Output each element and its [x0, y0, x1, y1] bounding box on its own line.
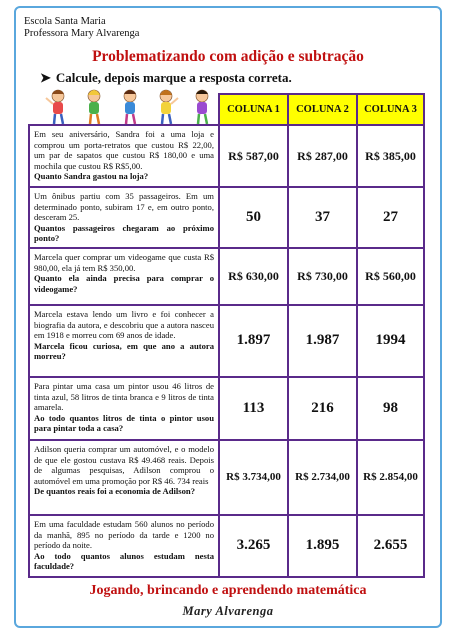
column-header-3: COLUNA 3	[357, 94, 424, 125]
answer-option[interactable]: R$ 385,00	[357, 125, 424, 187]
page-title: Problematizando com adição e subtração	[92, 48, 364, 65]
problem-question: Quanto ela ainda precisa para comprar o videogame?	[34, 273, 214, 294]
problem-cell	[29, 248, 219, 305]
problem-cell	[29, 515, 219, 577]
table-corner	[29, 94, 219, 125]
school-name: Escola Santa Maria	[24, 16, 106, 27]
instruction	[40, 70, 292, 86]
table-row	[29, 515, 424, 577]
problem-text: Marcela estava lendo um livro e foi conhecer a biografia da autora, e descobriu que a autora nasceu em 1918 e morreu com 69 anos de idade.	[34, 308, 214, 341]
problem-cell	[29, 440, 219, 515]
answer-option[interactable]: 113	[219, 377, 288, 440]
answer-option[interactable]: R$ 3.734,00	[219, 440, 288, 515]
problems-table	[28, 93, 425, 578]
table-row	[29, 187, 424, 248]
answer-option[interactable]: 1994	[357, 305, 424, 377]
problem-cell	[29, 125, 219, 187]
answer-option[interactable]: 1.897	[219, 305, 288, 377]
answer-option[interactable]: 3.265	[219, 515, 288, 577]
problem-text: Para pintar uma casa um pintor usou 46 litros de tinta azul, 58 litros de tinta branca e 9 litros de tinta amarela.	[34, 380, 214, 413]
problem-cell	[29, 305, 219, 377]
answer-option[interactable]: 98	[357, 377, 424, 440]
answer-option[interactable]: 50	[219, 187, 288, 248]
answer-option[interactable]: 1.895	[288, 515, 357, 577]
problem-question: Marcela ficou curiosa, em que ano a autora morreu?	[34, 340, 214, 362]
column-header-1: COLUNA 1	[219, 94, 288, 125]
answer-option[interactable]: 27	[357, 187, 424, 248]
author-signature: Mary Alvarenga	[182, 604, 274, 618]
problem-question: Ao todo quantos litros de tinta o pintor usou para pintar toda a casa?	[34, 412, 214, 434]
table-header-row	[29, 94, 424, 125]
answer-option[interactable]: R$ 630,00	[219, 248, 288, 305]
answer-option[interactable]: 37	[288, 187, 357, 248]
answer-option[interactable]: R$ 2.854,00	[357, 440, 424, 515]
problem-text: Em uma faculdade estudam 560 alunos no período da manhã, 895 no período da tarde e 1200 no período da noite.	[34, 518, 214, 551]
problem-question: De quantos reais foi a economia de Adilson?	[34, 486, 195, 497]
arrow-bullet-icon: ➤	[40, 70, 51, 85]
table-row	[29, 440, 424, 515]
answer-option[interactable]: 216	[288, 377, 357, 440]
problem-cell	[29, 187, 219, 248]
footer-slogan: Jogando, brincando e aprendendo matemática	[89, 583, 367, 598]
instruction-text: Calcule, depois marque a resposta correta.	[55, 70, 292, 85]
problem-question: Quantos passageiros chegaram ao próximo ponto?	[34, 222, 214, 244]
answer-option[interactable]: R$ 287,00	[288, 125, 357, 187]
problem-text: Marcela quer comprar um videogame que custa R$ 980,00, ela já tem R$ 350,00.	[34, 251, 214, 273]
header	[24, 16, 139, 40]
problem-text: Um ônibus partiu com 35 passageiros. Em um determinado ponto, subiram 17 e, em outro ponto, desceram 25.	[34, 191, 214, 223]
problem-cell	[29, 377, 219, 440]
table-row	[29, 377, 424, 440]
problem-question: Quanto Sandra gastou na loja?	[34, 171, 149, 182]
answer-option[interactable]: 1.987	[288, 305, 357, 377]
table-row	[29, 305, 424, 377]
answer-option[interactable]: R$ 587,00	[219, 125, 288, 187]
table-row	[29, 125, 424, 187]
problem-text: Adilson queria comprar um automóvel, e o modelo de que ele gostou custava R$ 49.468 reais. Depois de algumas pesquisas, Adilson comprou o automóvel em uma promoção por R$ 46. 734 reais	[34, 443, 214, 486]
answer-option[interactable]: R$ 730,00	[288, 248, 357, 305]
column-header-2: COLUNA 2	[288, 94, 357, 125]
worksheet-page	[14, 6, 442, 628]
answer-option[interactable]: 2.655	[357, 515, 424, 577]
problem-question: Ao todo quantos alunos estudam nesta faculdade?	[34, 550, 214, 572]
answer-option[interactable]: R$ 2.734,00	[288, 440, 357, 515]
answer-option[interactable]: R$ 560,00	[357, 248, 424, 305]
problem-text: Em seu aniversário, Sandra foi a uma loja e comprou um porta-retratos que custou R$ 22,00, um par de sapatos que custou R$ 180,00 e uma mochila que custou R$ R$5,00.	[34, 129, 214, 171]
table-row	[29, 248, 424, 305]
teacher-name: Professora Mary Alvarenga	[24, 28, 140, 39]
